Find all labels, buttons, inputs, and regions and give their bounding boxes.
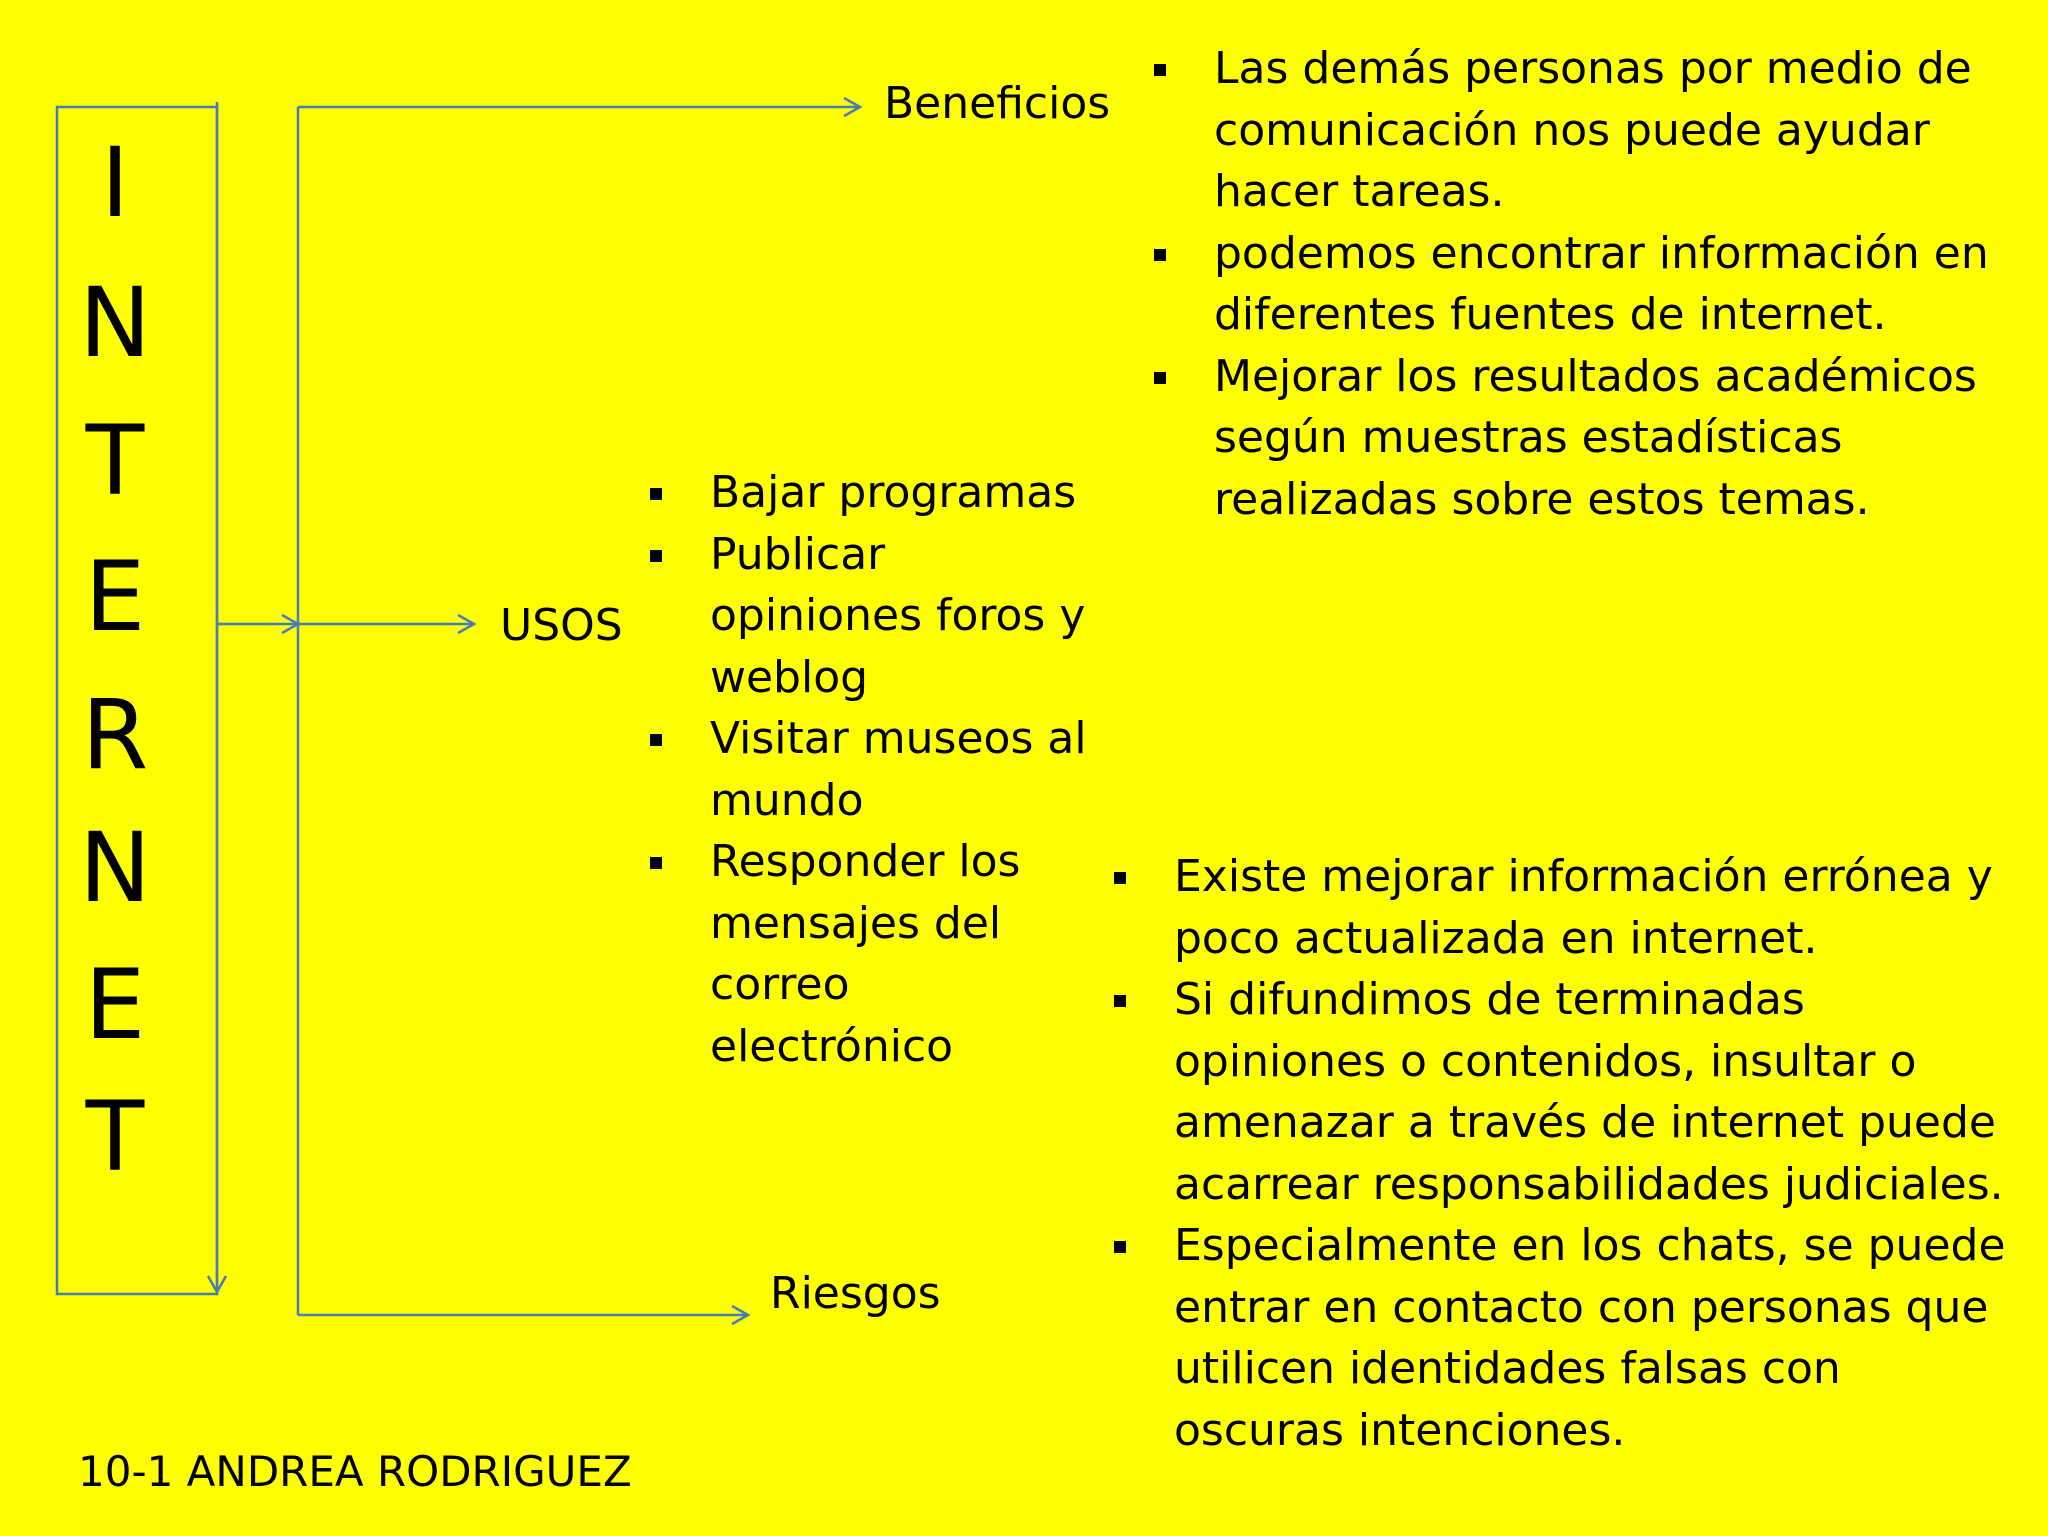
riesgos-list bbox=[1114, 846, 2014, 1461]
list-item: Visitar museos al mundo bbox=[650, 708, 1090, 831]
list-item: Bajar programas bbox=[650, 462, 1090, 524]
list-item: Existe mejorar información errónea y poco actualizada en internet. bbox=[1114, 846, 2014, 969]
list-item: Responder los mensajes del correo electrónico bbox=[650, 831, 1090, 1077]
title-letter: R bbox=[81, 679, 149, 791]
title-letter: N bbox=[79, 812, 151, 924]
title-letter: T bbox=[85, 405, 145, 517]
usos-label: USOS bbox=[500, 600, 623, 651]
list-item: podemos encontrar información en diferentes fuentes de internet. bbox=[1154, 223, 2014, 346]
author-footer: 10-1 ANDREA RODRIGUEZ bbox=[78, 1447, 632, 1496]
list-item: Si difundimos de terminadas opiniones o contenidos, insultar o amenazar a través de internet puede acarrear responsabilidades judiciales. bbox=[1114, 969, 2014, 1215]
list-item: Publicar opiniones foros y weblog bbox=[650, 524, 1090, 709]
title-letter: I bbox=[100, 127, 130, 239]
title-letter: E bbox=[84, 541, 146, 653]
riesgos-label: Riesgos bbox=[770, 1268, 941, 1319]
title-letter: E bbox=[84, 949, 146, 1061]
beneficios-label: Beneficios bbox=[884, 78, 1111, 129]
title-letter: N bbox=[79, 267, 151, 379]
list-item: Especialmente en los chats, se puede entrar en contacto con personas que utilicen identidades falsas con oscuras intenciones. bbox=[1114, 1215, 2014, 1461]
list-item: Las demás personas por medio de comunicación nos puede ayudar hacer tareas. bbox=[1154, 38, 2014, 223]
title-letter: T bbox=[85, 1081, 145, 1193]
usos-list bbox=[650, 462, 1090, 1077]
beneficios-list bbox=[1154, 38, 2014, 530]
list-item: Mejorar los resultados académicos según muestras estadísticas realizadas sobre estos temas. bbox=[1154, 346, 2014, 531]
